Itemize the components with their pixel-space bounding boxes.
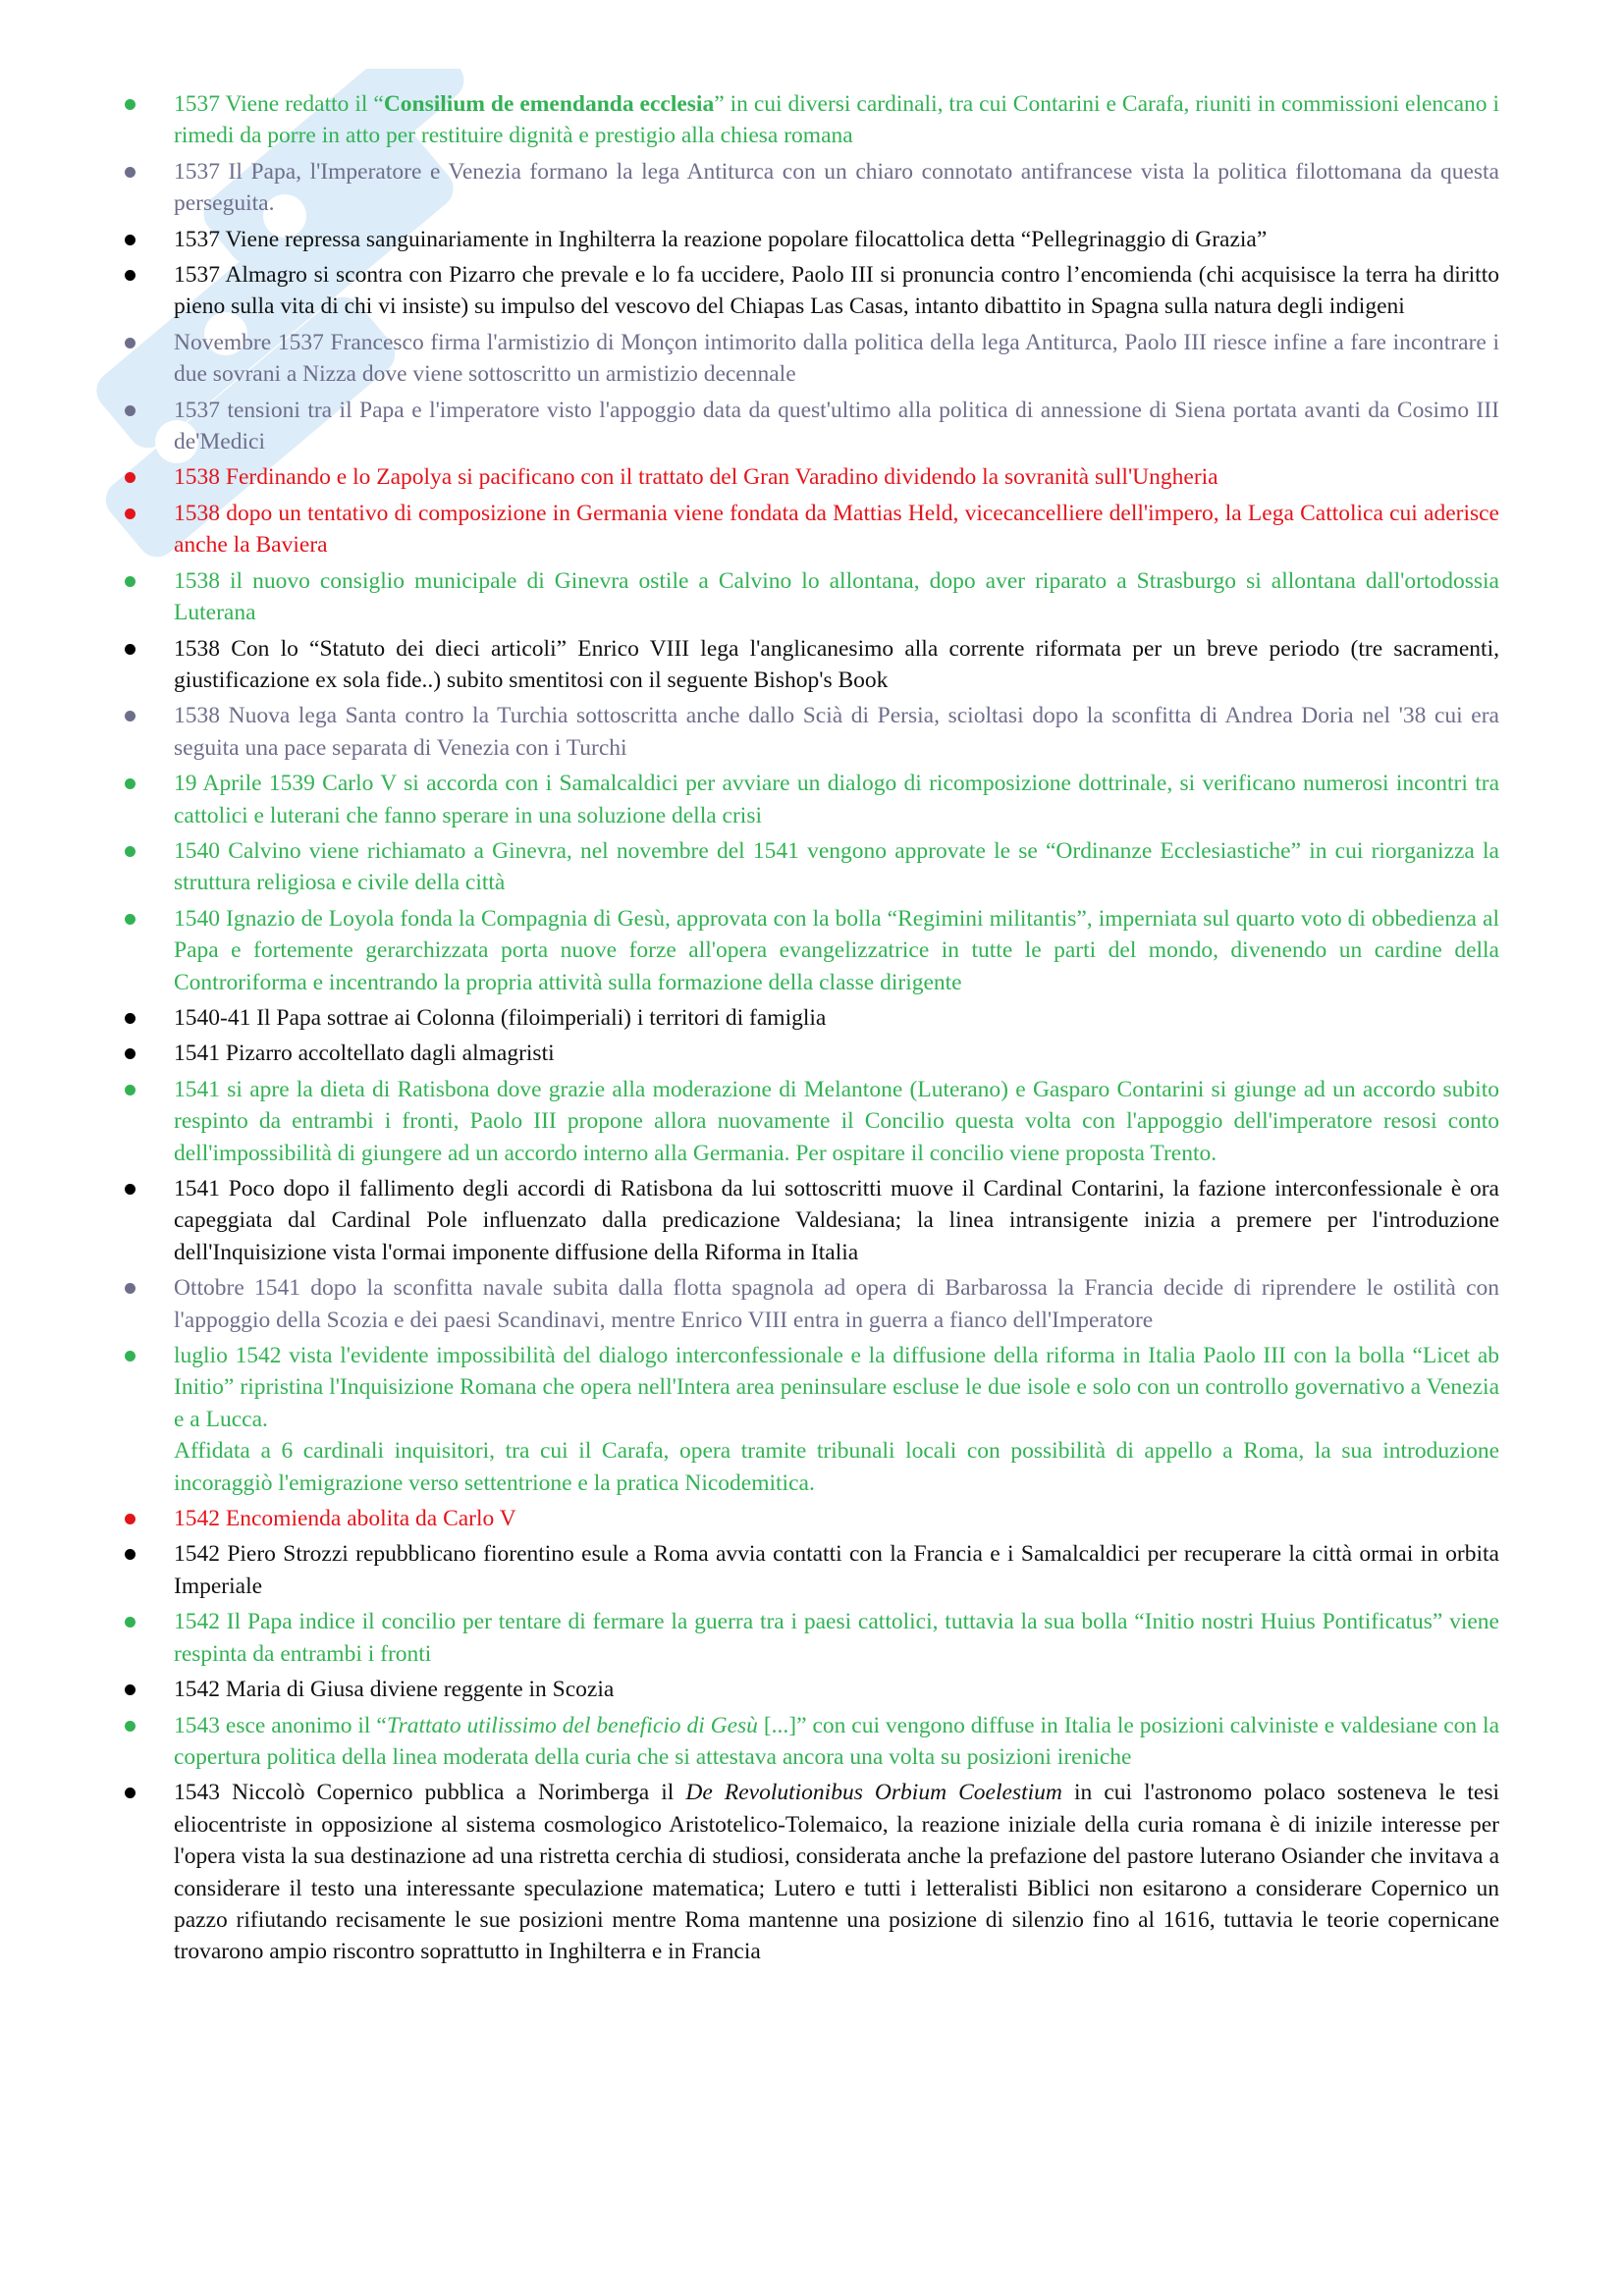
entry-text-segment: 1540 Ignazio de Loyola fonda la Compagnia di Gesù, approvata con la bolla “Regimini militantis”, imperniata sul quarto voto di obbedienza al Papa e fortemente gerarchizzata porta nuove forze all'opera evangelizzatrice in tutte le parti del mondo, divenendo un cardine della Controriforma e incentrando la propria attività sulla formazione della classe dirigente (174, 905, 1499, 995)
entry-text (174, 1038, 1499, 1069)
entry-text (174, 768, 1499, 831)
timeline-entry (120, 700, 1499, 764)
timeline-list (120, 88, 1499, 1968)
timeline-entry (120, 259, 1499, 323)
bullet-icon (125, 270, 135, 281)
entry-text (174, 498, 1499, 561)
entry-text (174, 1340, 1499, 1435)
entry-text-segment: 1537 tensioni tra il Papa e l'imperatore visto l'appoggio data da quest'ultimo alla politica di annessione di Siena portata avanti da Cosimo III de'Medici (174, 397, 1499, 455)
entry-text (174, 395, 1499, 458)
entry-text-segment: 1537 Almagro si scontra con Pizarro che prevale e lo fa uccidere, Paolo III si pronuncia contro l’encomienda (chi acquisisce la terra ha diritto pieno sulla vita di chi vi insiste) su impulso del vescovo del Chiapas Las Casas, intanto dibattito in Spagna sulla natura degli indigeni (174, 262, 1499, 320)
bullet-icon (125, 405, 135, 416)
timeline-entry (120, 835, 1499, 899)
timeline-entry (120, 88, 1499, 152)
entry-text (174, 1503, 1499, 1534)
entry-text (174, 633, 1499, 697)
bullet-icon (125, 711, 135, 721)
entry-text-segment: 1537 Il Papa, l'Imperatore e Venezia formano la lega Antiturca con un chiaro connotato antifrancese vista la politica filottomana da questa perseguita. (174, 158, 1499, 217)
bullet-icon (125, 1085, 135, 1095)
timeline-entry (120, 224, 1499, 255)
entry-text (174, 156, 1499, 220)
entry-text-segment: 1541 Poco dopo il fallimento degli accordi di Ratisbona da lui sottoscritti muove il Cardinal Contarini, la fazione interconfessionale è ora capeggiata dal Cardinal Pole influenzato dalla predicazione Valdesiana; la linea intransigente inizia a premere per l'introduzione dell'Inquisizione vista l'ormai imponente diffusione della Riforma in Italia (174, 1176, 1499, 1265)
bullet-icon (125, 778, 135, 789)
timeline-entry (120, 1340, 1499, 1499)
bullet-icon (125, 1721, 135, 1732)
entry-text (174, 88, 1499, 152)
timeline-entry (120, 565, 1499, 629)
entry-text (174, 1074, 1499, 1169)
entry-text-segment: in cui l'astronomo polaco sosteneva le tesi eliocentriste in opposizione al sistema cosmologico Aristotelico-Tolemaico, la reazione iniziale della curia romana è di inizile interesse per l'opera vista la sua destinazione ad una ristretta cerchia di studiosi, considerata anche la prefazione del pastore luterano Osiander che invitava a considerare il testo una interessante speculazione matematica; Lutero e tutti i letteralisti Biblici non esitarono a considerare Copernico un pazzo rifiutando recisamente le sue posizioni mentre Roma mantenne una posizione di silenzio fino al 1616, tuttavia le teorie copernicane trovarono ampio riscontro soprattutto in Inghilterra e in Francia (174, 1780, 1500, 1965)
bullet-icon (125, 338, 135, 348)
entry-text-bold: Consilium de emendanda ecclesia (383, 91, 715, 117)
bullet-icon (125, 508, 135, 519)
bullet-icon (125, 644, 135, 655)
entry-text (174, 1538, 1499, 1602)
timeline-entry (120, 1674, 1499, 1705)
timeline-entry (120, 1074, 1499, 1169)
entry-text (174, 259, 1499, 323)
entry-text-segment: 1543 Niccolò Copernico pubblica a Norimberga il (174, 1780, 686, 1806)
bullet-icon (125, 1351, 135, 1362)
timeline-entry (120, 156, 1499, 220)
bullet-icon (125, 846, 135, 857)
bullet-icon (125, 914, 135, 925)
entry-text-segment: 1543 esce anonimo il “ (174, 1712, 387, 1738)
entry-text (174, 1272, 1499, 1336)
bullet-icon (125, 472, 135, 483)
timeline-entry (120, 903, 1499, 998)
entry-text-italic: De Revolutionibus Orbium Coelestium (685, 1780, 1062, 1806)
timeline-entry (120, 1606, 1499, 1670)
entry-text-segment: 1542 Encomienda abolita da Carlo V (174, 1506, 516, 1532)
bullet-icon (125, 1617, 135, 1628)
entry-text-segment: [...]” con cui vengono diffuse in Italia le posizioni calviniste e valdesiane con la copertura politica della linea moderata della curia che si attestava ancora una volta su posizioni ireniche (174, 1712, 1499, 1770)
entry-text (174, 903, 1499, 998)
entry-text-segment: 1540-41 Il Papa sottrae ai Colonna (filoimperiali) i territori di famiglia (174, 1004, 827, 1031)
bullet-icon (125, 99, 135, 110)
bullet-icon (125, 1283, 135, 1294)
timeline-entry (120, 395, 1499, 458)
entry-text-segment: ” in cui diversi cardinali, tra cui Contarini e Carafa, riuniti in commissioni elencano i rimedi da porre in atto per restituire dignità e prestigio alla chiesa romana (174, 91, 1499, 149)
entry-text-segment: 1537 Viene redatto il “ (174, 91, 384, 117)
entry-text-segment: 1538 il nuovo consiglio municipale di Ginevra ostile a Calvino lo allontana, dopo aver riparato a Strasburgo si allontana dall'ortodossia Luterana (174, 567, 1499, 626)
timeline-entry (120, 768, 1499, 831)
bullet-icon (125, 1684, 135, 1695)
entry-text (174, 1710, 1499, 1774)
timeline-entry (120, 461, 1499, 493)
entry-text (174, 1777, 1499, 1967)
bullet-icon (125, 1514, 135, 1524)
entry-text (174, 224, 1499, 255)
entry-text (174, 327, 1499, 391)
entry-text (174, 565, 1499, 629)
entry-text-segment: 1538 dopo un tentativo di composizione in Germania viene fondata da Mattias Held, vicecancelliere dell'impero, la Lega Cattolica cui aderisce anche la Baviera (174, 500, 1499, 559)
entry-text-segment: 1538 Nuova lega Santa contro la Turchia sottoscritta anche dallo Scià di Persia, scioltasi dopo la sconfitta di Andrea Doria nel '38 cui era seguita una pace separata di Venezia con i Turchi (174, 703, 1499, 761)
timeline-entry (120, 1173, 1499, 1268)
bullet-icon (125, 235, 135, 245)
entry-text-segment: 1537 Viene repressa sanguinariamente in Inghilterra la reazione popolare filocattolica detta “Pellegrinaggio di Grazia” (174, 226, 1268, 252)
timeline-entry (120, 1777, 1499, 1967)
entry-text (174, 1002, 1499, 1034)
entry-text-segment: Novembre 1537 Francesco firma l'armistizio di Monçon intimorito dalla politica della lega Antiturca, Paolo III riesce infine a fare incontrare i due sovrani a Nizza dove viene sottoscritto un armistizio decennale (174, 329, 1499, 388)
entry-text-segment: 1541 si apre la dieta di Ratisbona dove grazie alla moderazione di Melantone (Luterano) e Gasparo Contarini si giunge ad un accordo subito respinto da entrambi i fronti, Paolo III propone allora nuovamente il Concilio questa volta con l'appoggio dell'imperatore resosi conto dell'impossibilità di giungere ad un accordo interno alla Germania. Per ospitare il concilio viene proposta Trento. (174, 1076, 1499, 1166)
entry-continuation: Affidata a 6 cardinali inquisitori, tra cui il Carafa, opera tramite tribunali locali con possibilità di appello a Roma, la sua introduzione incoraggiò l'emigrazione verso settentrione e la pratica Nicodemitica. (174, 1438, 1499, 1496)
entry-text-segment: 1542 Piero Strozzi repubblicano fiorentino esule a Roma avvia contatti con la Francia e i Samalcaldici per recuperare la città ormai in orbita Imperiale (174, 1541, 1499, 1599)
entry-text (174, 1606, 1499, 1670)
entry-text-segment: 1542 Maria di Giusa diviene reggente in Scozia (174, 1677, 615, 1703)
entry-text-italic: Trattato utilissimo del beneficio di Gesù (386, 1712, 758, 1738)
bullet-icon (125, 167, 135, 178)
entry-text-segment: 1542 Il Papa indice il concilio per tentare di fermare la guerra tra i paesi cattolici, tuttavia la sua bolla “Initio nostri Huius Pontificatus” viene respinta da entrambi i fronti (174, 1609, 1499, 1667)
document-page (120, 88, 1499, 1972)
entry-text-segment: 1538 Con lo “Statuto dei dieci articoli” Enrico VIII lega l'anglicanesimo alla corrente riformata per un breve periodo (tre sacramenti, giustificazione ex sola fide..) subito smentitosi con il seguente Bishop's Book (174, 635, 1499, 693)
entry-text (174, 700, 1499, 764)
entry-text-segment: Ottobre 1541 dopo la sconfitta navale subita dalla flotta spagnola ad opera di Barbarossa la Francia decide di riprendere le ostilità con l'appoggio della Scozia e dei paesi Scandinavi, mentre Enrico VIII entra in guerra a fianco dell'Imperatore (174, 1275, 1499, 1333)
bullet-icon (125, 1184, 135, 1195)
entry-text (174, 1674, 1499, 1705)
entry-text (174, 835, 1499, 899)
bullet-icon (125, 1549, 135, 1560)
timeline-entry (120, 498, 1499, 561)
bullet-icon (125, 1788, 135, 1798)
entry-text (174, 461, 1499, 493)
bullet-icon (125, 1013, 135, 1024)
timeline-entry (120, 1710, 1499, 1774)
bullet-icon (125, 1048, 135, 1059)
timeline-entry (120, 327, 1499, 391)
entry-text-segment: luglio 1542 vista l'evidente impossibilità del dialogo interconfessionale e la diffusione della riforma in Italia Paolo III con la bolla “Licet ab Initio” ripristina l'Inquisizione Romana che opera nell'Intera area peninsulare escluse le due isole e solo con un controllo governativo a Venezia e a Lucca. (174, 1343, 1499, 1432)
timeline-entry (120, 1503, 1499, 1534)
entry-text (174, 1173, 1499, 1268)
timeline-entry (120, 1272, 1499, 1336)
timeline-entry (120, 1038, 1499, 1069)
entry-text-segment: 1541 Pizarro accoltellato dagli almagristi (174, 1041, 555, 1067)
bullet-icon (125, 576, 135, 587)
entry-text-segment: 1540 Calvino viene richiamato a Ginevra, nel novembre del 1541 vengono approvate le se “Ordinanze Ecclesiastiche” in cui riorganizza la struttura religiosa e civile della città (174, 837, 1499, 896)
entry-text-segment: 1538 Ferdinando e lo Zapolya si pacificano con il trattato del Gran Varadino dividendo la sovranità sull'Ungheria (174, 464, 1218, 491)
timeline-entry (120, 1002, 1499, 1034)
timeline-entry (120, 1538, 1499, 1602)
timeline-entry (120, 633, 1499, 697)
entry-text-segment: 19 Aprile 1539 Carlo V si accorda con i Samalcaldici per avviare un dialogo di ricomposizione dottrinale, si verificano numerosi incontri tra cattolici e luterani che fanno sperare in una soluzione della crisi (174, 771, 1499, 828)
